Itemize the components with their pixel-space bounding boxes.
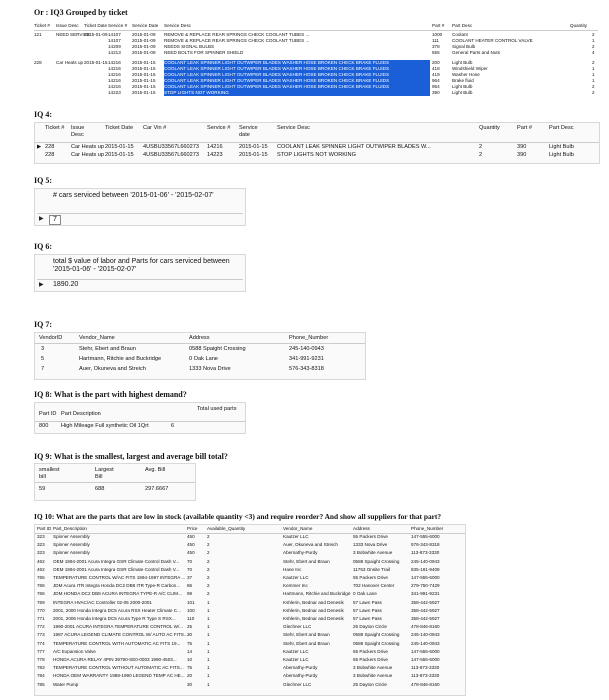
q10-cell: 2001, 2006 Honda Integra DC5 Acura Type R Type S RSX...	[53, 616, 176, 621]
q10-cell: 2	[207, 534, 210, 539]
q4-cell: 14223	[207, 152, 223, 158]
q3-col-pdesc: Part Desc	[452, 23, 473, 28]
q10-cell: 245-140-0943	[411, 640, 440, 646]
q10-cell: 113-873-3330	[411, 673, 440, 679]
q10-cell: 0588 Spaight Crossing	[353, 640, 400, 646]
q7-label: IQ 7:	[34, 320, 52, 329]
q8-partid: 800	[39, 423, 49, 429]
q10-cell: 1333 Nova Drive	[353, 542, 388, 548]
q10-col-header: Price	[187, 526, 198, 531]
q3-part-no: 419	[432, 72, 440, 77]
q10-cell: 0588 Spaight Crossing	[353, 632, 400, 638]
q10-cell: 462	[37, 558, 45, 564]
q3-part-desc: Brake fluid	[452, 78, 474, 83]
q8-total: 6	[171, 423, 175, 429]
q4-cell: 390	[517, 144, 527, 150]
q10-cell: 245-140-0943	[411, 558, 440, 564]
q4-cell: 2015-01-15	[105, 144, 134, 150]
q10-cell: Spinner Assembly	[53, 550, 90, 556]
q7-cell: 576-343-8318	[289, 366, 324, 372]
q10-cell: 55 Packers Drive	[353, 534, 388, 539]
q3-col-service: Service #	[108, 23, 128, 28]
q10-col-header: Phone_Number	[411, 526, 444, 531]
q10-cell: Spinner Assembly	[53, 534, 90, 539]
q10-cell: 0 Oak Lane	[353, 591, 377, 597]
q10-cell: 14	[187, 648, 193, 654]
q10-cell: 323	[37, 542, 45, 548]
q6-value: 1890.20	[53, 281, 79, 288]
q3-part-desc: COOLANT HEATER CONTROL VALVE	[452, 38, 533, 43]
q10-cell: 835-181-9409	[411, 566, 440, 572]
q3-col-qty: Quantity	[570, 23, 588, 28]
q10-cell: 478-846-8160	[411, 624, 440, 630]
q8-table	[34, 402, 246, 434]
q3-service-date: 2015-01-15	[132, 66, 156, 71]
q3-part-no: 111	[432, 38, 439, 43]
q10-cell: 55 Packers Drive	[353, 657, 388, 662]
q10-cell: Spinner Assembly	[53, 542, 90, 548]
q10-cell: 1	[207, 673, 210, 679]
q10-cell: 2	[207, 542, 210, 548]
q3-service-no: 14216	[108, 78, 121, 83]
q10-cell: Water Pump	[53, 681, 79, 687]
q3-g1-issue: NEED SERVICE	[56, 32, 91, 37]
q10-cell: 147-555-6000	[411, 575, 440, 580]
q3-col-issue: Issue Desc	[56, 23, 79, 28]
q4-cell: 2015-01-15	[239, 152, 268, 158]
q3-qty: 1	[592, 66, 595, 71]
q4-col-header: Service #	[207, 125, 231, 131]
q3-qty: 2	[592, 44, 595, 49]
q10-cell: 478-846-8160	[411, 681, 440, 687]
q10-cell: 1990-2001 ACURA INTEGRA TEMPERATURE CONTROL W/...	[53, 624, 184, 630]
q3-part-desc: Light Bulb	[452, 90, 473, 95]
q5-value: 7	[49, 215, 61, 225]
q3-qty: 4	[592, 50, 595, 55]
q10-cell: 783	[37, 665, 45, 671]
q7-cell: Auer, Okuneva and Streich	[79, 366, 146, 372]
q6-result	[34, 254, 246, 292]
q9-label: IQ 9: What is the smallest, largest and average bill total?	[34, 452, 228, 461]
q3-part-no: 200	[432, 60, 440, 65]
q10-cell: 2	[207, 550, 210, 556]
q4-col-header: Ticket Date	[105, 125, 134, 131]
q6-label: IQ 6:	[34, 242, 52, 251]
q10-cell: 147-555-6000	[411, 534, 440, 539]
q7-cell: 1333 Nova Drive	[189, 366, 231, 372]
q3-service-desc: REMOVE & REPLACE REAR SPRINGS CHECK COOLANT TUBES ...	[164, 32, 310, 37]
q10-cell: 101	[187, 599, 195, 605]
q7-table	[34, 332, 366, 380]
q10-cell: 771	[37, 616, 45, 621]
q10-cell: 2	[207, 575, 210, 580]
q3-part-no: 954	[432, 84, 440, 89]
q10-cell: 576-343-8318	[411, 542, 440, 548]
q10-cell: 30	[187, 632, 193, 638]
q10-cell: 1	[207, 648, 210, 654]
q4-cell: 2	[479, 144, 483, 150]
q10-cell: Kshlerin, Bednar and Denesik	[283, 599, 344, 605]
q3-col-ticket: Ticket #	[34, 23, 50, 28]
q10-cell: 113-873-3330	[411, 550, 440, 556]
q4-col-header: Issue Desc	[71, 125, 85, 138]
row-pointer-icon: ▶	[39, 216, 44, 222]
q10-cell: 1	[207, 632, 210, 638]
q4-col-header: Quantity	[479, 125, 500, 131]
q10-cell: HONDA ACURA RELAY 4PIN 39790-SE0-0003 1990-4503...	[53, 657, 177, 662]
q3-service-date: 2015-01-09	[132, 44, 156, 49]
q3-part-desc: Light Bulb	[452, 60, 473, 65]
q3-service-desc: REMOVE & REPLACE REAR SPRINGS CHECK COOLANT TUBES ...	[164, 38, 310, 43]
q10-cell: Kshlerin, Bednar and Denesik	[283, 607, 344, 613]
q10-cell: 1	[207, 681, 210, 687]
q3-service-desc-selected: COOLANT LEAK SPINNER LIGHT OUTWIPER BLADES WASHER HOSE BROKEN CHECK BRAKE FLUIDS	[164, 60, 430, 66]
q10-cell: 3 Bobwhite Avenue	[353, 665, 393, 671]
q3-part-no: 1000	[432, 32, 443, 37]
q10-cell: Kshlerin, Bednar and Denesik	[283, 616, 344, 621]
q10-cell: 70	[187, 558, 193, 564]
q10-cell: INTEGRA HVAC/AC Controller 02-05 2000-2001	[53, 599, 152, 605]
q10-cell: 1	[207, 657, 210, 662]
q10-col-header: Part ID	[37, 526, 52, 531]
q4-cell: 2	[479, 152, 483, 158]
q10-cell: 1	[207, 599, 210, 605]
q10-cell: Abernathy-Purdy	[283, 665, 318, 671]
q3-g2-issue: Car Heats up	[56, 60, 84, 65]
q10-cell: 1	[207, 640, 210, 646]
q10-cell: 25	[187, 624, 193, 630]
q10-cell: 450	[187, 550, 195, 556]
q10-cell: Abernathy-Purdy	[283, 673, 318, 679]
q10-cell: 100	[187, 607, 195, 613]
q10-cell: TEMPERATURE CONTROL W/AC FITS 1994-1997 INTEGRA ...	[53, 575, 186, 580]
q10-cell: 2001, 2000 Honda Integra DC5 Acura RSX Heater Climate C...	[53, 607, 181, 613]
q4-col-header: Ticket #	[45, 125, 65, 131]
q3-qty: 2	[592, 90, 595, 95]
q4-cell: Light Bulb	[549, 144, 574, 150]
q7-cell: Hartmann, Ritchie and Buckridge	[79, 356, 162, 362]
q4-cell: 14216	[207, 144, 223, 150]
q10-label: IQ 10: What are the parts that are low in stock (available quantity <3) and require reorder? And show all suppliers for that part?	[34, 512, 442, 521]
q10-cell: Kautzer LLC	[283, 575, 309, 580]
q10-cell: 55 Packers Drive	[353, 575, 388, 580]
q7-col-header: Vendor_Name	[79, 335, 115, 341]
q10-cell: 784	[37, 673, 45, 679]
q10-cell: Hane Inc	[283, 566, 302, 572]
q10-cell: 11753 Onsite Trail	[353, 566, 390, 572]
q4-col-header: Part #	[517, 125, 532, 131]
q3-part-desc: Signal Bulb	[452, 44, 476, 49]
q3-service-date: 2015-01-15	[132, 84, 156, 89]
q3-part-no: 418	[432, 66, 440, 71]
q3-service-date: 2015-01-15	[132, 72, 156, 77]
q3-service-no: 14213	[108, 50, 121, 55]
q10-cell: 86	[187, 583, 193, 589]
q10-cell: 20	[187, 673, 193, 679]
q10-cell: Glechner LLC	[283, 624, 312, 630]
q10-cell: 55 Packers Drive	[353, 648, 388, 654]
q9-col-avg: Avg. Bill	[145, 467, 166, 473]
q3-service-no: 14223	[108, 90, 121, 95]
q10-cell: 70	[187, 566, 193, 572]
q3-service-desc: NEED BOLTS FOR SPINNER SHIELD	[164, 50, 244, 55]
q10-cell: 25 Dayton Circle	[353, 681, 387, 687]
q3-part-desc: Windshield Wiper	[452, 66, 488, 71]
q7-cell: 7	[41, 366, 45, 372]
q3-service-no: 14216	[108, 84, 121, 89]
q10-cell: OEM 1994-2001 Acura Integra GSR Climate Control Dash V...	[53, 558, 180, 564]
q7-col-header: Address	[189, 335, 210, 341]
q3-service-no: 14107	[108, 32, 121, 37]
q3-g1-date: 2015-01-09	[84, 32, 108, 37]
q7-cell: 3	[41, 346, 45, 352]
q10-cell: 37	[187, 575, 193, 580]
q8-label: IQ 8: What is the part with highest demand?	[34, 390, 187, 399]
q10-cell: Auer, Okuneva and Streich	[283, 542, 338, 548]
q10-cell: 75	[187, 640, 193, 646]
row-pointer-icon: ▶	[39, 282, 44, 288]
q10-cell: 769	[37, 599, 45, 605]
q10-cell: 99	[187, 591, 193, 597]
q3-service-no: 14216	[108, 66, 121, 71]
q10-cell: 57 Lawn Pass	[353, 599, 382, 605]
q3-part-desc: Coolant	[452, 32, 468, 37]
q10-cell: 1	[207, 607, 210, 613]
q4-cell: Car Heats up	[71, 152, 104, 158]
q3-part-desc: General Parts and Nuts	[452, 50, 501, 55]
q8-col-partid: Part ID	[39, 411, 57, 417]
q3-service-desc: NEEDS SIGNAL BULBS	[164, 44, 215, 49]
q3-table	[34, 20, 598, 94]
q10-cell: 10	[187, 657, 193, 662]
q4-cell: Car Heats up	[71, 144, 104, 150]
q10-cell: 0588 Spaight Crossing	[353, 558, 400, 564]
q7-cell: 245-140-0943	[289, 346, 324, 352]
q10-cell: Stehr, Ebert and Braun	[283, 640, 330, 646]
q10-cell: 766	[37, 591, 45, 597]
q3-qty: 2	[592, 32, 595, 37]
q9-col-smallest: smallest bill	[39, 467, 60, 480]
q7-col-header: VendorID	[39, 335, 63, 341]
q3-service-desc-selected: COOLANT LEAK SPINNER LIGHT OUTWIPER BLADES WASHER HOSE BROKEN CHECK BRAKE FLUIDS	[164, 66, 430, 72]
q3-service-no: 14209	[108, 44, 121, 49]
q3-service-date: 2015-01-15	[132, 60, 156, 65]
q9-avg: 297.6667	[145, 486, 169, 492]
q10-cell: 450	[187, 542, 195, 548]
q5-header: # cars serviced between '2015-01-06' - '2015-02-07'	[53, 192, 214, 199]
q10-cell: Abernathy-Purdy	[283, 550, 318, 556]
q4-col-header: Service Desc	[277, 125, 310, 131]
q10-cell: Glechner LLC	[283, 681, 312, 687]
q10-cell: 773	[37, 632, 45, 638]
q10-table	[34, 524, 466, 696]
q4-cell: 390	[517, 152, 527, 158]
q3-col-date: Ticket Date	[84, 23, 108, 28]
q4-cell: 2015-01-15	[239, 144, 268, 150]
q10-cell: 777	[37, 648, 45, 654]
q5-label: IQ 5:	[34, 176, 52, 185]
q10-cell: HONDA OEM WARRANTY 1988-1990 LEGEND TEMP AC HE...	[53, 673, 185, 679]
q10-col-header: Part_Description	[53, 526, 87, 531]
q3-qty: 1	[592, 72, 595, 77]
q3-col-sdesc: Service Desc	[164, 23, 192, 28]
q10-cell: TEMPERATURE CONTROL WITH AUTOMATIC AC FITS 19...	[53, 640, 181, 646]
q7-cell: 341-991-9231	[289, 356, 324, 362]
q10-cell: 785	[37, 681, 45, 687]
q10-cell: 462	[37, 566, 45, 572]
q10-cell: 770	[37, 607, 45, 613]
q3-part-no: 964	[432, 78, 440, 83]
q3-part-desc: Washer Hose	[452, 72, 480, 77]
q8-col-total: Total used parts	[197, 406, 237, 412]
q10-col-header: Address	[353, 526, 370, 531]
q10-cell: 1	[207, 665, 210, 671]
q10-cell: 323	[37, 534, 45, 539]
q7-col-header: Phone_Number	[289, 335, 329, 341]
q3-col-part: Part #	[432, 23, 445, 28]
q4-cell: 4USBU33567L660273	[143, 152, 199, 158]
q10-cell: 766	[37, 583, 45, 589]
q10-cell: 772	[37, 624, 45, 630]
q10-cell: Stehr, Ebert and Braun	[283, 558, 330, 564]
q3-service-no: 14216	[108, 60, 121, 65]
q10-cell: 245-140-0943	[411, 632, 440, 638]
q7-cell: 5	[41, 356, 45, 362]
q10-cell: 2	[207, 591, 210, 597]
q3-service-desc-selected: COOLANT LEAK SPINNER LIGHT OUTWIPER BLADES WASHER HOSE BROKEN CHECK BRAKE FLUIDS	[164, 84, 430, 90]
q10-cell: 702 Hanover Center	[353, 583, 395, 589]
q7-cell: 0588 Spaight Crossing	[189, 346, 246, 352]
q3-part-no: 390	[432, 90, 440, 95]
q10-cell: Kautzer LLC	[283, 648, 309, 654]
q10-cell: JDM Acura ITR Integra Honda DC2 DB8 ITR Type-R Carbon...	[53, 583, 181, 589]
q3-g1-ticket: 121	[34, 32, 42, 37]
q10-cell: 147-555-6000	[411, 657, 440, 662]
q10-cell: 358-442-5927	[411, 607, 440, 613]
q10-cell: 110	[187, 616, 195, 621]
q10-cell: 341-991-9231	[411, 591, 440, 597]
q10-cell: 279-750-7429	[411, 583, 440, 589]
q9-table	[34, 463, 196, 501]
q4-label: IQ 4:	[34, 110, 52, 119]
q3-part-no: 555	[432, 50, 440, 55]
q10-cell: 57 Lawn Pass	[353, 607, 382, 613]
q10-cell: 30	[187, 681, 193, 687]
q10-cell: Kemmer Inc	[283, 583, 308, 589]
q10-cell: 774	[37, 640, 45, 646]
q3-service-desc-selected: COOLANT LEAK SPINNER LIGHT OUTWIPER BLADES WASHER HOSE BROKEN CHECK BRAKE FLUIDS	[164, 72, 430, 78]
q9-col-largest: Largest Bill	[95, 467, 114, 480]
q4-cell: Light Bulb	[549, 152, 574, 158]
q10-cell: 75	[187, 665, 193, 671]
q3-service-no: 14216	[108, 72, 121, 77]
q10-cell: 323	[37, 550, 45, 556]
q9-smallest: 59	[39, 486, 46, 492]
q10-cell: 358-442-5927	[411, 616, 440, 621]
q10-cell: TEMPERATURE CONTROL WITHOUT AUTOMATIC AC FITS...	[53, 665, 184, 671]
q10-cell: 1	[207, 616, 210, 621]
q10-cell: 1987 ACURA LEGEND CLIMATE CONTROL W/ AUTO AC FITS...	[53, 632, 188, 638]
q10-cell: Kautzer LLC	[283, 534, 309, 539]
q8-desc: High Mileage Full synthetic Oil 1Qrt	[61, 423, 149, 429]
q10-cell: Kautzer LLC	[283, 657, 309, 662]
q3-service-date: 2015-01-09	[132, 50, 156, 55]
q10-cell: 57 Lawn Pass	[353, 616, 382, 621]
q10-col-header: Available_Quantity	[207, 526, 246, 531]
q3-qty: 1	[592, 38, 595, 43]
q10-cell: 113-873-3330	[411, 665, 440, 671]
q3-service-no: 14107	[108, 38, 121, 43]
q9-largest: 688	[95, 486, 105, 492]
q10-cell: Stehr, Ebert and Braun	[283, 632, 330, 638]
row-pointer-icon: ▶	[37, 144, 42, 150]
q10-col-header: Vendor_Name	[283, 526, 313, 531]
q4-cell: 228	[45, 152, 55, 158]
q3-part-no: 378	[432, 44, 440, 49]
q7-cell: Stehr, Ebert and Braun	[79, 346, 136, 352]
q3-service-date: 2015-01-09	[132, 38, 156, 43]
q5-result	[34, 188, 246, 226]
q3-service-date: 2015-01-15	[132, 78, 156, 83]
q3-title: Or : IQ3 Grouped by ticket	[34, 8, 128, 17]
q10-cell: A/C Expansion Valve	[53, 648, 96, 654]
q8-col-desc: Part Description	[61, 411, 101, 417]
q10-cell: 358-442-5927	[411, 599, 440, 605]
q10-cell: 25 Dayton Circle	[353, 624, 387, 630]
q3-qty: 2	[592, 84, 595, 89]
q10-cell: 2	[207, 558, 210, 564]
q4-col-header: Car Vin #	[143, 125, 167, 131]
q3-part-desc: Light Bulb	[452, 84, 473, 89]
q3-service-date: 2015-01-09	[132, 32, 156, 37]
q10-cell: 765	[37, 575, 45, 580]
q10-cell: JDM HONDA DC2 DB8 ACURA INTEGRA TYPE-R A/C CLIM...	[53, 591, 182, 597]
q3-service-desc-selected: COOLANT LEAK SPINNER LIGHT OUTWIPER BLADES WASHER HOSE BROKEN CHECK BRAKE FLUIDS	[164, 78, 430, 84]
q3-service-date: 2015-01-15	[132, 90, 156, 95]
q10-cell: 450	[187, 534, 195, 539]
q10-cell: 3 Bobwhite Avenue	[353, 550, 393, 556]
q7-cell: 0 Oak Lane	[189, 356, 218, 362]
q10-cell: OEM 1994-2001 Acura Integra GSR Climate Control Dash V...	[53, 566, 180, 572]
q3-col-sdate: Service Date	[132, 23, 159, 28]
q4-cell: STOP LIGHTS NOT WORKING	[277, 152, 356, 158]
q10-cell: Hartmann, Ritchie and Buckridge	[283, 591, 351, 597]
q4-cell: 228	[45, 144, 55, 150]
q3-qty: 1	[592, 78, 595, 83]
q6-header: total $ value of labor and Parts for cars serviced between '2015-01-06' - '2015-02-07'	[53, 258, 230, 273]
q4-cell: COOLANT LEAK SPINNER LIGHT OUTWIPER BLADES W...	[277, 144, 431, 150]
q3-g2-date: 2015-01-15	[84, 60, 108, 65]
q4-cell: 2015-01-15	[105, 152, 134, 158]
q3-g2-ticket: 228	[34, 60, 42, 65]
q10-cell: 2	[207, 566, 210, 572]
q10-cell: 1	[207, 624, 210, 630]
q4-table	[34, 122, 600, 164]
q3-qty: 2	[592, 60, 595, 65]
q10-cell: 778	[37, 657, 45, 662]
q10-cell: 147-555-6000	[411, 648, 440, 654]
q4-col-header: Part Desc	[549, 125, 574, 131]
q3-service-desc-selected: STOP LIGHTS NOT WORKING	[164, 90, 430, 96]
q10-cell: 2	[207, 583, 210, 589]
q4-col-header: Service date	[239, 125, 258, 138]
q4-cell: 4USBU33567L660273	[143, 144, 199, 150]
q10-cell: 3 Bobwhite Avenue	[353, 673, 393, 679]
